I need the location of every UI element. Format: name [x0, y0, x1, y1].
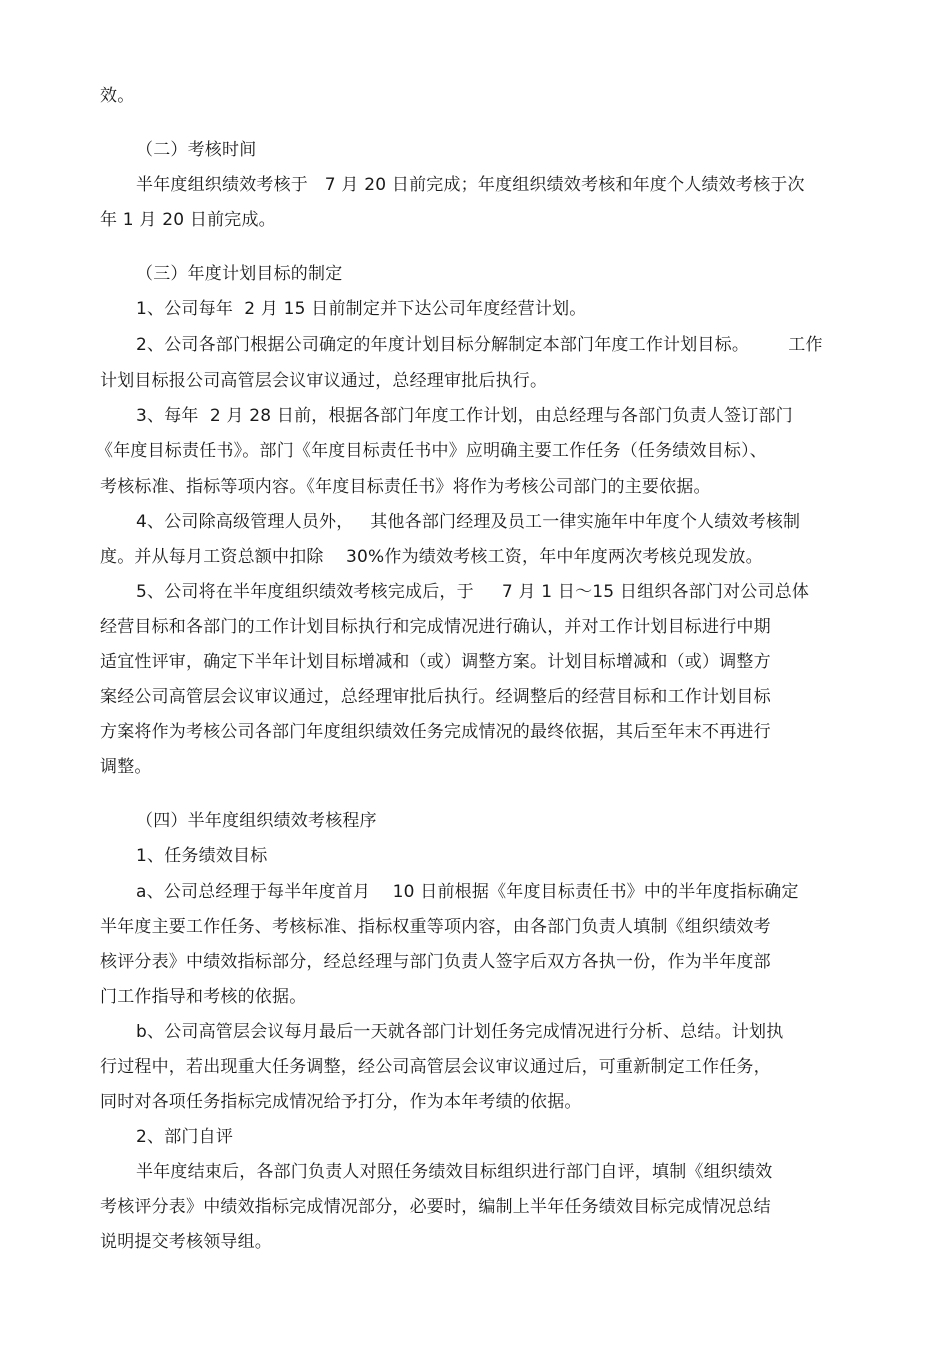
text-line: 4、公司除高级管理人员外， 其他各部门经理及员工一律实施年中年度个人绩效考核制 [136, 512, 801, 532]
section-heading: （二）考核时间 [136, 140, 257, 160]
text-line: 经营目标和各部门的工作计划目标执行和完成情况进行确认，并对工作计划目标进行中期 [100, 617, 771, 637]
text-line: 半年度组织绩效考核于 7 月 20 日前完成；年度组织绩效考核和年度个人绩效考核于次 [136, 175, 805, 195]
text-line: 1、任务绩效目标 [136, 846, 268, 866]
text-line: 《年度目标责任书》。部门《年度目标责任书中》应明确主要工作任务（任务绩效目标）、 [96, 441, 767, 461]
text-line: 半年度主要工作任务、考核标准、指标权重等项内容，由各部门负责人填制《组织绩效考 [100, 917, 771, 937]
text-line: 计划目标报公司高管层会议审议通过，总经理审批后执行。 [100, 371, 548, 391]
text-line: a、公司总经理于每半年度首月 10 日前根据《年度目标责任书》中的半年度指标确定 [136, 882, 799, 902]
text-line: 5、公司将在半年度组织绩效考核完成后，于 7 月 1 日～15 日组织各部门对公司总体 [136, 582, 810, 602]
text-line: 3、每年 2 月 28 日前，根据各部门年度工作计划，由总经理与各部门负责人签订部门 [136, 406, 793, 426]
text-line: 效。 [100, 86, 135, 106]
text-line: 门工作指导和考核的依据。 [100, 987, 307, 1007]
text-line: 案经公司高管层会议审议通过，总经理审批后执行。经调整后的经营目标和工作计划目标 [100, 687, 771, 707]
section-heading: （三）年度计划目标的制定 [136, 264, 343, 284]
text-line: 1、公司每年 2 月 15 日前制定并下达公司年度经营计划。 [136, 299, 587, 319]
text-line: 考核标准、指标等项内容。《年度目标责任书》将作为考核公司部门的主要依据。 [100, 477, 711, 497]
text-line: 说明提交考核领导组。 [100, 1232, 272, 1252]
text-line: b、公司高管层会议每月最后一天就各部门计划任务完成情况进行分析、总结。计划执 [136, 1022, 784, 1042]
text-line: 方案将作为考核公司各部门年度组织绩效任务完成情况的最终依据，其后至年末不再进行 [100, 722, 771, 742]
text-line: 2、部门自评 [136, 1127, 234, 1147]
text-line: 适宜性评审，确定下半年计划目标增减和（或）调整方案。计划目标增减和（或）调整方 [100, 652, 771, 672]
text-line: 核评分表》中绩效指标部分，经总经理与部门负责人签字后双方各执一份，作为半年度部 [100, 952, 771, 972]
text-line: 度。并从每月工资总额中扣除 30%作为绩效考核工资，年中年度两次考核兑现发放。 [100, 547, 763, 567]
text-line: 行过程中，若出现重大任务调整，经公司高管层会议审议通过后，可重新制定工作任务， [100, 1057, 771, 1077]
text-line: 半年度结束后，各部门负责人对照任务绩效目标组织进行部门自评，填制《组织绩效 [136, 1162, 773, 1182]
text-line: 同时对各项任务指标完成情况给予打分，作为本年考绩的依据。 [100, 1092, 582, 1112]
section-heading: （四）半年度组织绩效考核程序 [136, 811, 377, 831]
text-line: 2、公司各部门根据公司确定的年度计划目标分解制定本部门年度工作计划目标。 工作 [136, 335, 823, 355]
text-line: 考核评分表》中绩效指标完成情况部分，必要时，编制上半年任务绩效目标完成情况总结 [100, 1197, 771, 1217]
text-line: 调整。 [100, 757, 152, 777]
text-line: 年 1 月 20 日前完成。 [100, 210, 276, 230]
